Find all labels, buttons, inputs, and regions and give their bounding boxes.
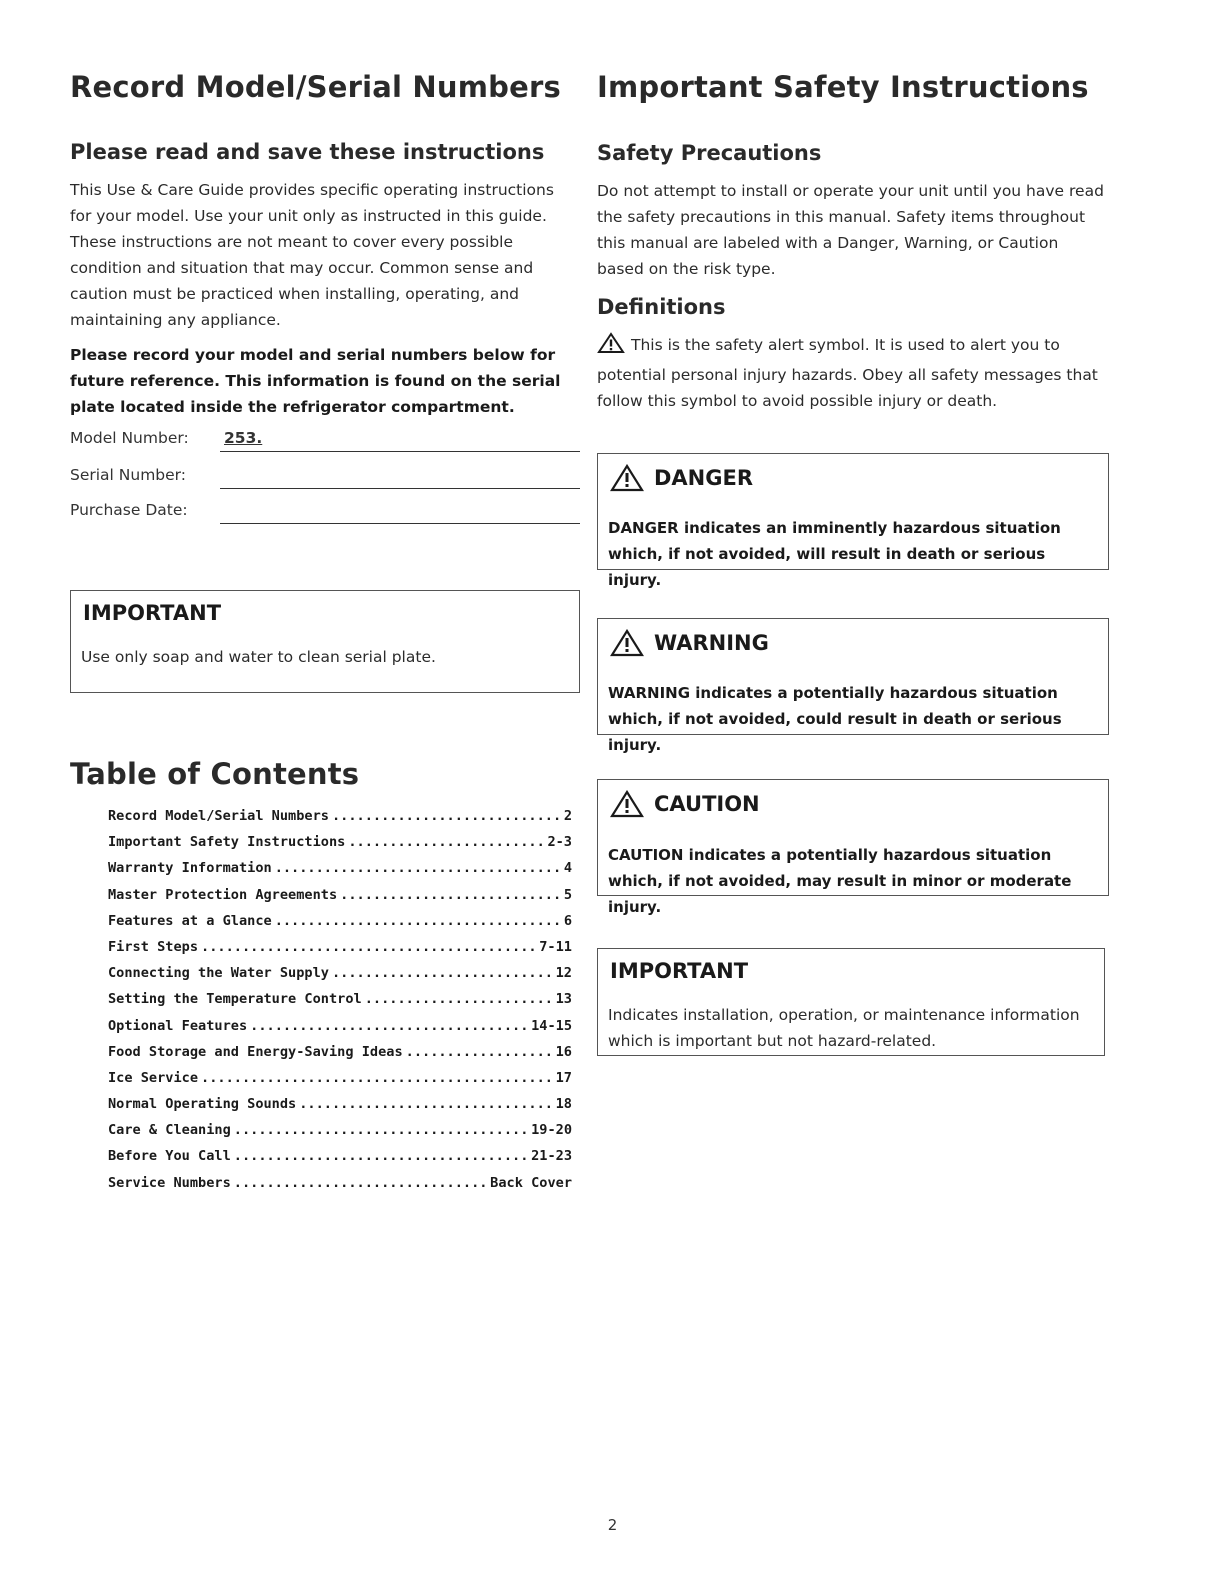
caution-title: CAUTION xyxy=(654,792,760,816)
toc-entry-page: 19-20 xyxy=(531,1122,572,1139)
safety-precautions-text: Do not attempt to install or operate your unit until you have read the safety precautions in this manual. Safety items throughout this manual are labeled with a Danger, Warning, or Caution based on the risk type. xyxy=(597,182,1104,278)
toc-leader-dots xyxy=(332,808,561,834)
toc-entry[interactable] xyxy=(108,1044,572,1070)
toc-entry-title: Features at a Glance xyxy=(108,912,272,929)
toc-entry-title: Ice Service xyxy=(108,1069,199,1086)
toc-entry-title: Food Storage and Energy-Saving Ideas xyxy=(108,1043,403,1060)
toc-leader-dots xyxy=(201,1070,553,1096)
toc-entry-page: 21-23 xyxy=(531,1148,572,1165)
toc-entry-page: 7-11 xyxy=(539,938,572,955)
toc-entry-page: 5 xyxy=(563,886,572,903)
toc-leader-dots xyxy=(348,834,544,860)
toc-entry[interactable] xyxy=(108,887,572,913)
caution-title-row xyxy=(610,790,760,818)
toc-leader-dots xyxy=(234,1122,528,1148)
toc-entry-title: Warranty Information xyxy=(108,860,272,877)
toc-leader-dots xyxy=(275,860,561,886)
danger-text: DANGER indicates an imminently hazardous situation which, if not avoided, will result in death or serious injury. xyxy=(608,519,1061,589)
safety-title: Important Safety Instructions xyxy=(597,70,1089,104)
toc-leader-dots xyxy=(201,939,536,965)
intro-paragraph: This Use & Care Guide provides specific operating instructions for your model. Use your unit only as instructed in this guide. These instructions are not meant to cover every possible condition and situation that may occur. Common sense and caution must be practiced when installing, operating, and maintaining any appliance. xyxy=(70,181,554,329)
important-box xyxy=(597,948,1105,1056)
definitions-heading: Definitions xyxy=(597,295,726,319)
toc-entry-page: 14-15 xyxy=(531,1017,572,1034)
toc-entry-page: 12 xyxy=(555,965,572,982)
toc-entry[interactable] xyxy=(108,834,572,860)
toc-entry-page: 13 xyxy=(555,991,572,1008)
toc-entry[interactable] xyxy=(108,913,572,939)
definitions-text: This is the safety alert symbol. It is used to alert you to potential personal injury hazards. Obey all safety messages that follow this symbol to avoid possible injury or death. xyxy=(597,336,1098,410)
warning-box xyxy=(597,618,1109,754)
toc-entry[interactable] xyxy=(108,939,572,965)
toc-entry[interactable] xyxy=(108,991,572,1017)
toc-entry[interactable] xyxy=(108,1096,572,1122)
toc-entry-title: Important Safety Instructions xyxy=(108,834,346,851)
page-number: 2 xyxy=(607,1516,618,1534)
warning-title: WARNING xyxy=(654,631,769,655)
field-underline xyxy=(220,451,580,452)
important-serial-title: IMPORTANT xyxy=(83,601,222,625)
toc-entry[interactable] xyxy=(108,1018,572,1044)
toc-leader-dots xyxy=(234,1175,487,1201)
important-serial-text: Use only soap and water to clean serial plate. xyxy=(81,648,436,666)
danger-box xyxy=(597,453,1109,589)
safety-alert-icon xyxy=(610,464,644,492)
toc-entry-page: 2-3 xyxy=(547,834,572,851)
toc-entry[interactable] xyxy=(108,1070,572,1096)
purchase-date-field[interactable] xyxy=(70,501,580,527)
warning-title-row xyxy=(610,629,769,657)
field-underline xyxy=(220,488,580,489)
toc-leader-dots xyxy=(332,965,553,991)
toc-entry-page: 16 xyxy=(555,1043,572,1060)
table-of-contents xyxy=(108,808,572,1201)
important-text: Indicates installation, operation, or maintenance information which is important but not hazard-related. xyxy=(608,1006,1080,1050)
field-underline xyxy=(220,523,580,524)
serial-number-field[interactable] xyxy=(70,466,580,492)
record-note: Please record your model and serial numbers below for future reference. This information is found on the serial plate located inside the refrigerator compartment. xyxy=(70,346,561,416)
purchase-date-label: Purchase Date: xyxy=(70,501,188,519)
toc-entry-title: Optional Features xyxy=(108,1017,248,1034)
toc-entry-page: Back Cover xyxy=(490,1174,572,1191)
toc-entry-page: 4 xyxy=(563,860,572,877)
important-title: IMPORTANT xyxy=(610,959,749,983)
toc-entry[interactable] xyxy=(108,1175,572,1201)
toc-entry-page: 2 xyxy=(563,808,572,824)
toc-leader-dots xyxy=(365,991,553,1017)
danger-title: DANGER xyxy=(654,466,754,490)
model-number-field[interactable] xyxy=(70,429,580,455)
save-instructions-heading: Please read and save these instructions xyxy=(70,140,545,164)
danger-title-row xyxy=(610,464,753,492)
toc-entry-title: Setting the Temperature Control xyxy=(108,991,362,1008)
toc-entry-title: Connecting the Water Supply xyxy=(108,965,329,982)
serial-number-label: Serial Number: xyxy=(70,466,187,484)
caution-box xyxy=(597,779,1109,916)
toc-entry-page: 18 xyxy=(555,1096,572,1113)
toc-entry-title: Before You Call xyxy=(108,1148,231,1165)
toc-leader-dots xyxy=(275,913,561,939)
toc-entry-page: 17 xyxy=(555,1069,572,1086)
toc-entry-page: 6 xyxy=(563,912,572,929)
toc-entry-title: Record Model/Serial Numbers xyxy=(108,808,329,824)
toc-entry[interactable] xyxy=(108,860,572,886)
toc-entry[interactable] xyxy=(108,808,572,834)
toc-leader-dots xyxy=(299,1096,552,1122)
toc-title: Table of Contents xyxy=(70,757,360,791)
safety-alert-icon xyxy=(597,332,625,362)
warning-text: WARNING indicates a potentially hazardous situation which, if not avoided, could result in death or serious injury. xyxy=(608,684,1062,754)
toc-entry-title: Master Protection Agreements xyxy=(108,886,338,903)
safety-precautions-heading: Safety Precautions xyxy=(597,141,822,165)
toc-entry[interactable] xyxy=(108,1148,572,1174)
toc-entry-title: First Steps xyxy=(108,938,199,955)
toc-entry-title: Care & Cleaning xyxy=(108,1122,231,1139)
important-serial-box xyxy=(70,590,580,693)
toc-entry-title: Service Numbers xyxy=(108,1174,231,1191)
toc-entry-title: Normal Operating Sounds xyxy=(108,1096,297,1113)
safety-alert-icon xyxy=(610,790,644,818)
record-title: Record Model/Serial Numbers xyxy=(70,70,561,104)
toc-leader-dots xyxy=(250,1018,528,1044)
toc-leader-dots xyxy=(406,1044,553,1070)
toc-leader-dots xyxy=(234,1148,528,1174)
caution-text: CAUTION indicates a potentially hazardous situation which, if not avoided, may result in minor or moderate injury. xyxy=(608,846,1072,916)
definitions-paragraph xyxy=(597,332,1107,414)
model-number-value: 253. xyxy=(224,429,263,447)
safety-alert-icon xyxy=(610,629,644,657)
toc-leader-dots xyxy=(340,887,561,913)
model-number-label: Model Number: xyxy=(70,429,189,447)
toc-entry[interactable] xyxy=(108,965,572,991)
toc-entry[interactable] xyxy=(108,1122,572,1148)
